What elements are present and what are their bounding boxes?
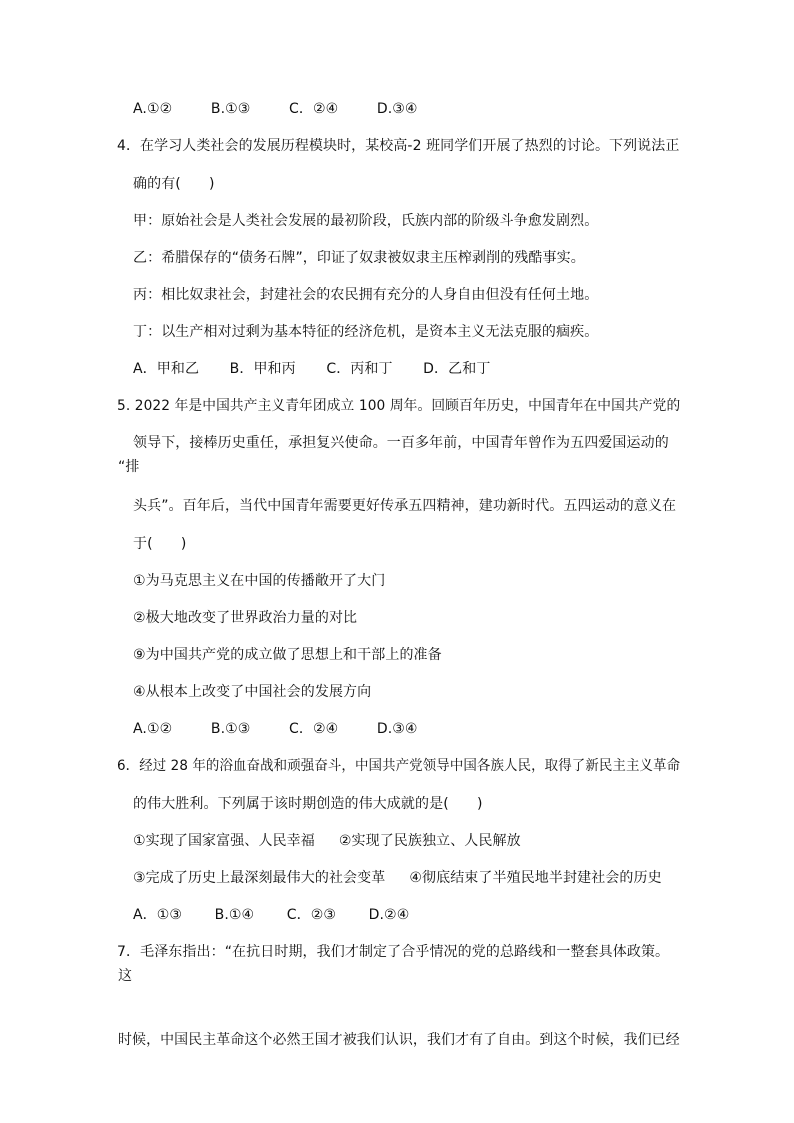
q5-option-c: C．②④ bbox=[288, 721, 339, 737]
q6-statement-1: ①实现了国家富强、人民幸福 bbox=[133, 833, 315, 849]
q6-option-b: B.①④ bbox=[214, 907, 255, 923]
q4-option-c: C．丙和丁 bbox=[326, 361, 393, 377]
q4-stem-line2: 确的有( ) bbox=[133, 176, 215, 192]
q4-options bbox=[133, 360, 516, 378]
q3-options bbox=[133, 100, 418, 118]
q3-option-c: C．②④ bbox=[288, 101, 339, 117]
q5-options bbox=[133, 720, 418, 738]
q5-option-d: D.③④ bbox=[376, 721, 418, 737]
q5-option-b: B.①③ bbox=[210, 721, 251, 737]
q6-option-c: C．②③ bbox=[286, 907, 337, 923]
q5-statement-1: ①为马克思主义在中国的传播敞开了大门 bbox=[133, 573, 386, 589]
q5-stem-line5: 于( ) bbox=[133, 536, 187, 552]
q7-stem-line3: 时候，中国民主革命这个必然王国才被我们认识，我们才有了自由。到这个时候，我们已经 bbox=[118, 1032, 680, 1048]
q3-option-b: B.①③ bbox=[210, 101, 251, 117]
q4-statement-bing: 丙：相比奴隶社会，封建社会的农民拥有充分的人身自由但没有任何土地。 bbox=[133, 287, 599, 303]
q5-statement-2: ②极大地改变了世界政治力量的对比 bbox=[133, 610, 358, 626]
q4-statement-ding: 丁：以生产相对过剩为基本特征的经济危机，是资本主义无法克服的痼疾。 bbox=[133, 324, 599, 340]
q5-stem-line4: 头兵”。百年后，当代中国青年需要更好传承五四精神，建功新时代。五四运动的意义在 bbox=[133, 498, 677, 514]
q4-option-d: D．乙和丁 bbox=[423, 361, 491, 377]
q6-statement-4: ④彻底结束了半殖民地半封建社会的历史 bbox=[409, 870, 662, 886]
q5-stem-line1: 5. 2022 年是中国共产主义青年团成立 100 周年。回顾百年历史，中国青年在中国共产党的 bbox=[117, 398, 681, 414]
q4-statement-jia: 甲：原始社会是人类社会发展的最初阶段，氏族内部的阶级斗争愈发剧烈。 bbox=[133, 213, 599, 229]
q4-statement-yi: 乙：希腊保存的“债务石牌”，印证了奴隶被奴隶主压榨剥削的残酷事实。 bbox=[133, 250, 585, 266]
q6-statement-2: ②实现了民族独立、人民解放 bbox=[338, 833, 521, 849]
q3-option-d: D.③④ bbox=[376, 101, 418, 117]
q6-option-a: A．①③ bbox=[133, 907, 183, 923]
q6-statement-3: ③完成了历史上最深刻最伟大的社会变革 bbox=[133, 870, 386, 886]
q5-option-a: A.①② bbox=[133, 721, 173, 737]
q4-option-a: A．甲和乙 bbox=[133, 361, 200, 377]
q6-statements-row1 bbox=[133, 832, 521, 850]
q5-statement-3: ⑨为中国共产党的成立做了思想上和干部上的准备 bbox=[133, 647, 442, 663]
q5-stem-line2: 领导下，接棒历史重任，承担复兴使命。一百多年前，中国青年曾作为五四爱国运动的 bbox=[133, 435, 669, 451]
q4-stem-line1: 4．在学习人类社会的发展历程模块时，某校高-2 班同学们开展了热烈的讨论。下列说法正 bbox=[117, 138, 680, 154]
q5-statement-4: ④从根本上改变了中国社会的发展方向 bbox=[133, 684, 372, 700]
q7-stem-line1: 7．毛泽东指出：“在抗日时期，我们才制定了合乎情况的党的总路线和一整套具体政策。 bbox=[117, 944, 670, 960]
q7-stem-line2: 这 bbox=[118, 968, 133, 984]
q6-option-d: D.②④ bbox=[368, 907, 410, 923]
q6-stem-line1: 6．经过 28 年的浴血奋战和顽强奋斗，中国共产党领导中国各族人民，取得了新民主主义革命 bbox=[117, 758, 681, 774]
q4-option-b: B．甲和丙 bbox=[229, 361, 296, 377]
q3-option-a: A.①② bbox=[133, 101, 173, 117]
q6-options bbox=[133, 906, 437, 924]
q6-statements-row2 bbox=[133, 869, 662, 887]
q6-stem-line2: 的伟大胜利。下列属于该时期创造的伟大成就的是( ) bbox=[133, 796, 483, 812]
q5-stem-line3: “排 bbox=[118, 459, 140, 475]
